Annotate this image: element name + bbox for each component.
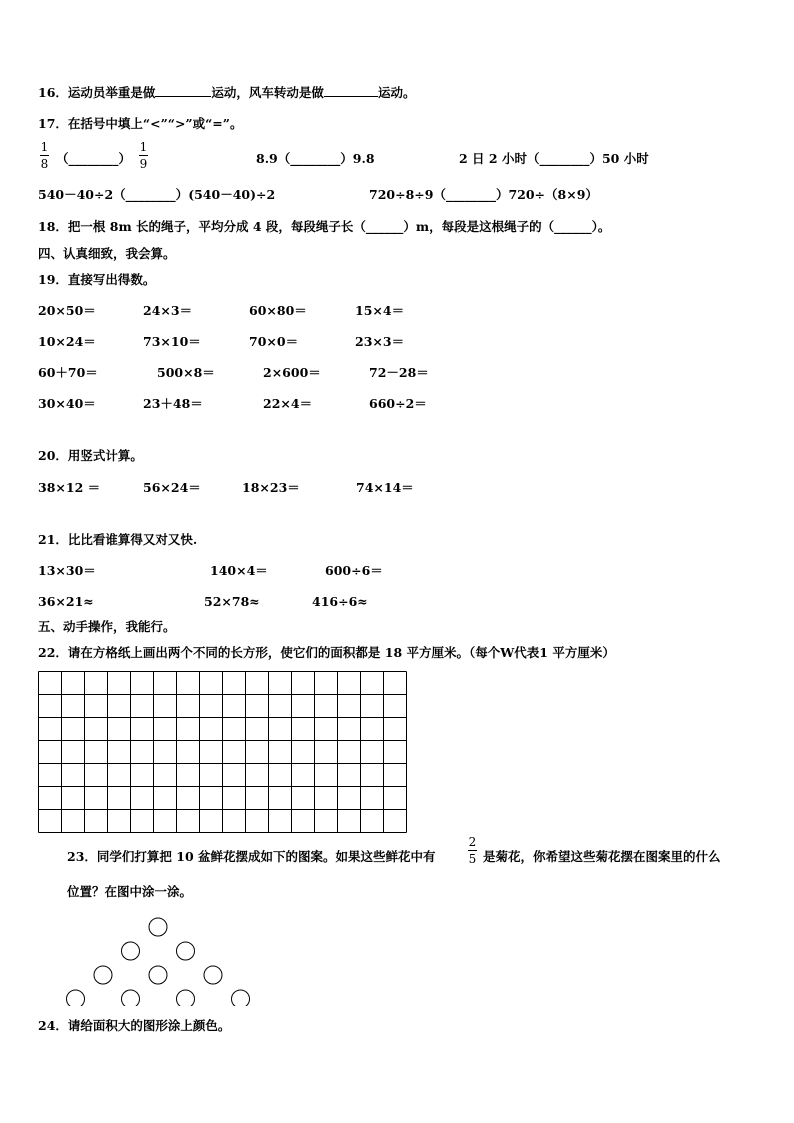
mental-math-item: 70×0＝ [249, 334, 299, 349]
vertical-calc-item: 74×14＝ [356, 480, 414, 495]
question-22: 22．请在方格纸上画出两个不同的长方形，使它们的面积都是 18 平方厘米。（每个W代表1 平方厘米） [38, 645, 615, 660]
compare-blank[interactable]: （________） [277, 151, 353, 166]
mental-math-item: 60×80＝ [249, 303, 307, 318]
compare-blank[interactable]: （________） [526, 151, 602, 166]
square-grid-paper[interactable] [38, 671, 410, 835]
question-text: 运动，风车转动是做 [211, 85, 324, 100]
vertical-calc-item: 18×23＝ [242, 480, 300, 495]
estimate-item: 416÷6≈ [312, 594, 368, 609]
question-17-title [38, 116, 242, 132]
calc-item: 13×30＝ [38, 563, 96, 578]
compare-item-3: 2 日 2 小时（________）50 小时 [459, 151, 649, 166]
question-16 [38, 84, 415, 101]
calc-item: 600÷6＝ [325, 563, 383, 578]
fraction-two-fifths: 2 5 [468, 835, 477, 866]
estimate-item: 36×21≈ [38, 594, 94, 609]
flower-circle[interactable] [204, 966, 222, 984]
mental-math-item: 10×24＝ [38, 334, 96, 349]
question-23-line-2: 位置？在图中涂一涂。 [67, 884, 193, 899]
mental-math-item: 20×50＝ [38, 303, 96, 318]
flower-circle[interactable] [149, 918, 167, 936]
mental-math-item: 23＋48＝ [143, 396, 203, 411]
question-number: 16． [38, 85, 68, 100]
flower-circle[interactable] [122, 942, 140, 960]
compare-blank[interactable]: （________） [113, 187, 189, 202]
mental-math-item: 22×4＝ [263, 396, 313, 411]
question-20-title: 20．用竖式计算。 [38, 448, 143, 463]
question-text: 在括号中填上“<”“>”或“=”。 [67, 116, 243, 131]
mental-math-item: 23×3＝ [355, 334, 405, 349]
answer-blank[interactable] [155, 84, 211, 97]
compare-item-5: 720÷8÷9（________）720÷（8×9） [369, 187, 598, 202]
vertical-calc-item: 38×12 ＝ [38, 480, 101, 495]
calc-item: 140×4＝ [210, 563, 268, 578]
mental-math-item: 60＋70＝ [38, 365, 98, 380]
fraction-one-eighth: 1 8 [40, 140, 49, 171]
flower-circle[interactable] [177, 990, 195, 1006]
flower-circle[interactable] [232, 990, 250, 1006]
question-text: 运动。 [377, 85, 416, 100]
fraction-one-ninth: 1 9 [139, 140, 148, 171]
mental-math-item: 24×3＝ [143, 303, 193, 318]
mental-math-item: 2×600＝ [263, 365, 321, 380]
mental-math-item: 500×8＝ [157, 365, 215, 380]
question-number: 17． [38, 116, 68, 131]
estimate-item: 52×78≈ [204, 594, 260, 609]
mental-math-item: 72－28＝ [369, 365, 429, 380]
question-23-line-1: 23．同学们打算把 10 盆鲜花摆成如下的图案。如果这些鲜花中有 [67, 849, 436, 864]
flower-circle[interactable] [177, 942, 195, 960]
flower-circle[interactable] [67, 990, 85, 1006]
question-text: 运动员举重是做 [67, 85, 156, 100]
section-5-title: 五、动手操作，我能行。 [38, 619, 176, 634]
mental-math-item: 15×4＝ [355, 303, 405, 318]
mental-math-item: 30×40＝ [38, 396, 96, 411]
mental-math-item: 660÷2＝ [369, 396, 427, 411]
answer-blank[interactable] [324, 84, 378, 97]
mental-math-item: 73×10＝ [143, 334, 201, 349]
question-23-line-1b: 是菊花，你希望这些菊花摆在图案里的什么 [483, 849, 721, 864]
question-24: 24．请给面积大的图形涂上颜色。 [38, 1018, 231, 1033]
compare-item-4: 540－40÷2（________）(540－40)÷2 [38, 187, 276, 202]
flower-circle[interactable] [94, 966, 112, 984]
flower-pattern [60, 910, 260, 1006]
flower-circle[interactable] [149, 966, 167, 984]
compare-blank[interactable]: （________） [56, 151, 132, 166]
vertical-calc-item: 56×24＝ [143, 480, 201, 495]
compare-item-2: 8.9（________）9.8 [256, 151, 375, 166]
question-19-title: 19．直接写出得数。 [38, 272, 156, 287]
question-18: 18．把一根 8m 长的绳子，平均分成 4 段，每段绳子长（______）m，每段是这根绳子的（______）。 [38, 219, 611, 234]
question-21-title: 21．比比看谁算得又对又快. [38, 532, 198, 547]
flower-circle[interactable] [122, 990, 140, 1006]
compare-blank[interactable]: （________） [433, 187, 509, 202]
section-4-title: 四、认真细致，我会算。 [38, 246, 176, 261]
